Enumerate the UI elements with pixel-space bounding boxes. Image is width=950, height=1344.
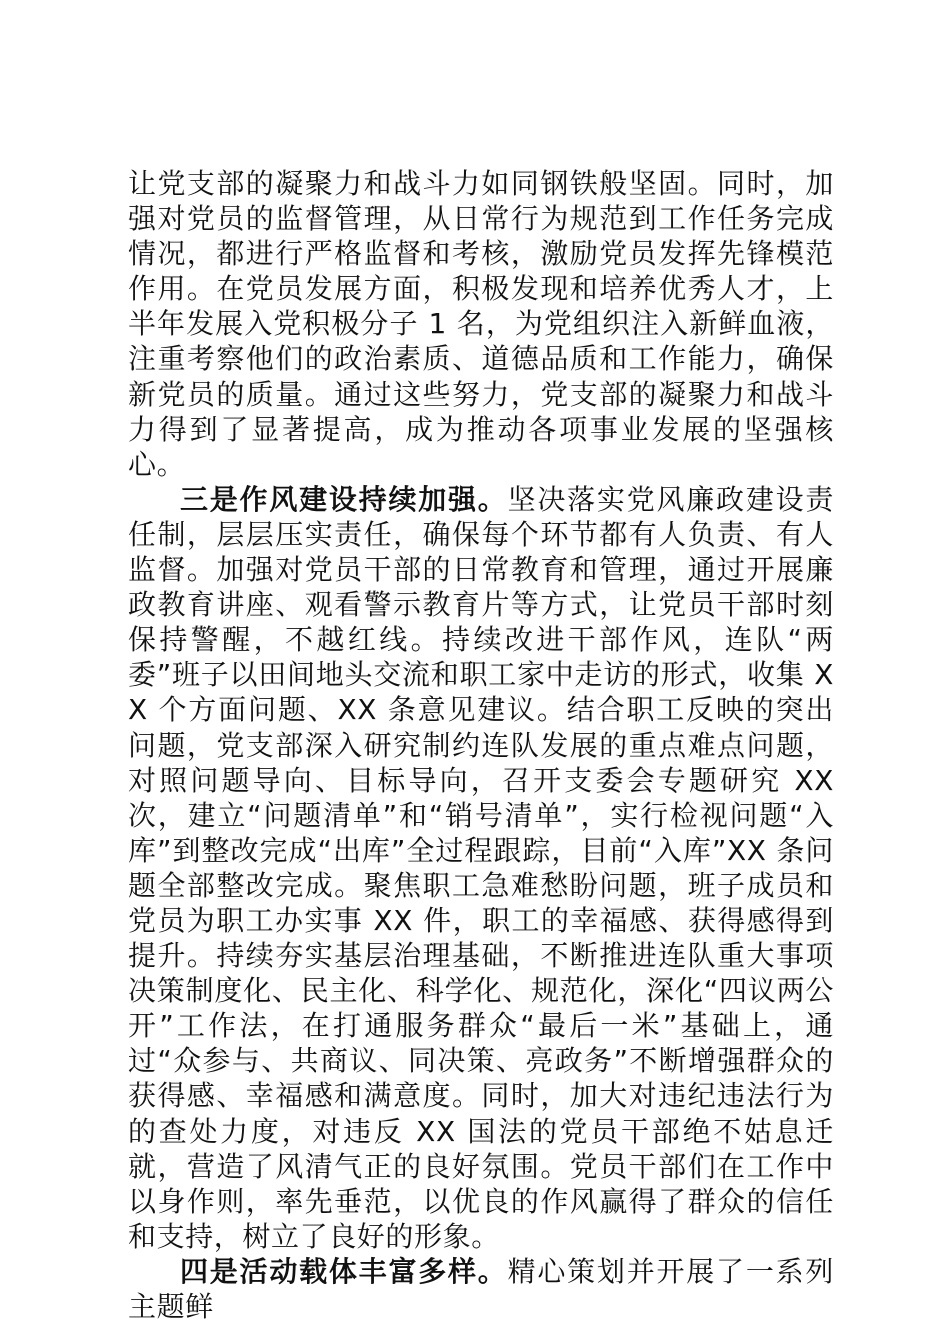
paragraph-work-style [128, 482, 834, 1254]
paragraph-text: 让党支部的凝聚力和战斗力如同钢铁般坚固。同时，加强对党员的监督管理，从日常行为规范到工作任务完成情况，都进行严格监督和考核，激励党员发挥先锋模范作用。在党员发展方面，积极发现和培养优秀人才，上半年发展入党积极分子 1 名，为党组织注入新鲜血液，注重考察他们的政治素质、道德品质和工作能力，确保新党员的质量。通过这些努力，党支部的凝聚力和战斗力得到了显著提高，成为推动各项事业发展的坚强核心。 [128, 167, 834, 481]
document-body [128, 166, 834, 1324]
paragraph-text: 精心策划并开展了一系列主题鲜 [128, 1254, 834, 1323]
paragraph-heading: 四是活动载体丰富多样。 [180, 1254, 508, 1288]
paragraph-heading: 三是作风建设持续加强。 [180, 482, 508, 516]
paragraph-text: 坚决落实党风廉政建设责任制，层层压实责任，确保每个环节都有人负责、有人监督。加强对党员干部的日常教育和管理，通过开展廉政教育讲座、观看警示教育片等方式，让党员干部时刻保持警醒，不越红线。持续改进干部作风，连队“两委”班子以田间地头交流和职工家中走访的形式，收集 XX 个方面问题、XX 条意见建议。结合职工反映的突出问题，党支部深入研究制约连队发展的重点难点问题，对照问题导向、目标导向，召开支委会专题研究 XX 次，建立“问题清单”和“销号清单”，实行检视问题“入库”到整改完成“出库”全过程跟踪，目前“入库”XX 条问题全部整改完成。聚焦职工急难愁盼问题，班子成员和党员为职工办实事 XX 件，职工的幸福感、获得感得到提升。持续夯实基层治理基础，不断推进连队重大事项决策制度化、民主化、科学化、规范化，深化“四议两公开”工作法，在打通服务群众“最后一米”基础上，通过“众参与、共商议、同决策、亮政务”不断增强群众的获得感、幸福感和满意度。同时，加大对违纪违法行为的查处力度，对违反 XX 国法的党员干部绝不姑息迁就，营造了风清气正的良好氛围。党员干部们在工作中以身作则，率先垂范，以优良的作风赢得了群众的信任和支持，树立了良好的形象。 [128, 482, 834, 1253]
paragraph-activities [128, 1254, 834, 1324]
paragraph-continuation [128, 166, 834, 482]
